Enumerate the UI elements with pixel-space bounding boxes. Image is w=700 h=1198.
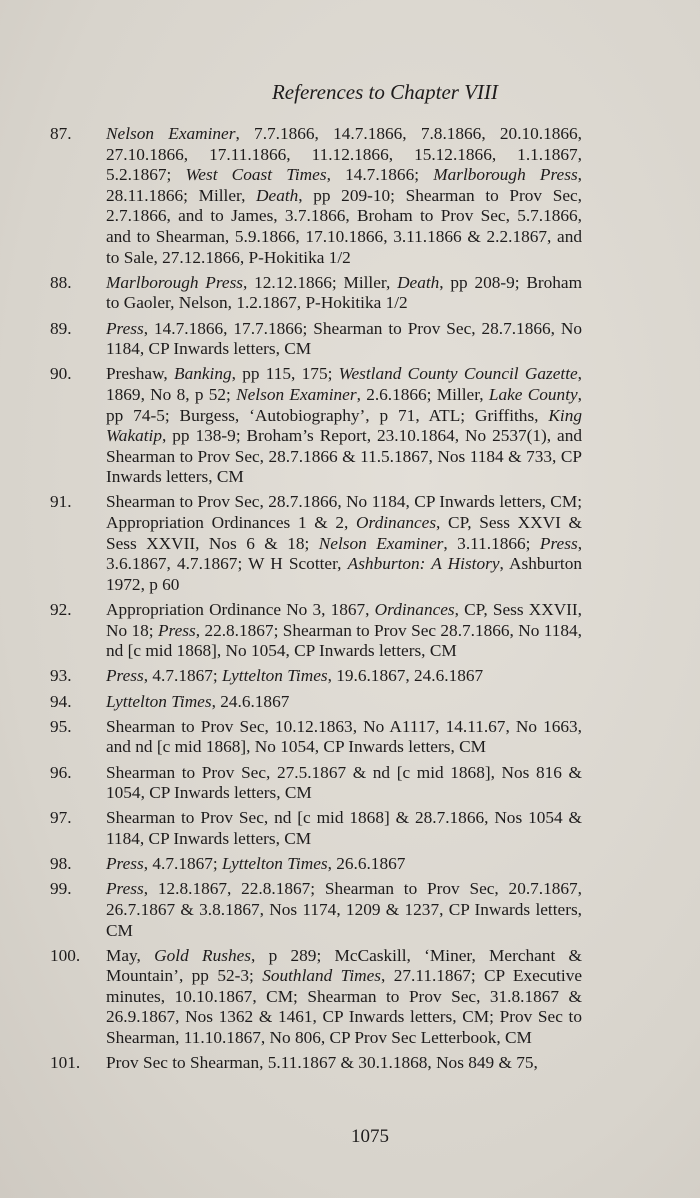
reference-number: 96. <box>50 762 72 782</box>
reference-item <box>50 808 582 849</box>
reference-segment: , 26.6.1867 <box>327 854 406 874</box>
reference-text <box>106 600 582 662</box>
italic-title: Westland County Council Gazette <box>338 364 578 384</box>
reference-segment: , pp 209-10; Shearman to Prov Sec, 2.7.1866, and to James, 3.7.1866, Broham to Prov Sec, 5.7.1866, and to Shearman, 5.9.1866, 17.10.1866, 3.11.1866 & 2.2.1867, and to Sale, 27.12.1866, P-Hokitika 1/2 <box>106 185 582 267</box>
reference-item <box>50 763 582 804</box>
reference-segment: , 12.8.1867, 22.8.1867; Shearman to Prov Sec, 20.7.1867, 26.7.1867 & 3.8.1867, Nos 1174, 1209 & 1237, CP Inwards letters, CM <box>106 879 582 940</box>
reference-segment: Prov Sec to Shearman, 5.11.1867 & 30.1.1868, Nos 849 & 75, <box>106 1053 538 1073</box>
italic-title: Death <box>397 272 440 292</box>
reference-number: 95. <box>50 716 72 736</box>
reference-segment: , pp 74-5; Burgess, ‘Autobiography’, p 71, ATL; Griffiths, <box>106 384 582 425</box>
reference-segment: , 12.12.1866; Miller, <box>243 272 398 292</box>
reference-segment: , pp 208-9; Broham to Gaoler, Nelson, 1.2.1867, P-Hokitika 1/2 <box>106 272 583 313</box>
reference-item <box>50 492 582 595</box>
reference-text <box>106 364 582 488</box>
reference-text <box>106 946 582 1049</box>
italic-title: Lyttelton Times <box>222 666 328 686</box>
reference-text <box>106 763 582 804</box>
reference-item <box>50 273 582 314</box>
italic-title: West Coast Times <box>185 165 327 185</box>
reference-segment: , 3.11.1866; <box>443 533 540 553</box>
italic-title: Press <box>157 620 196 640</box>
reference-segment: , 1869, No 8, p 52; <box>106 364 582 404</box>
italic-title: Press <box>106 318 144 338</box>
reference-text <box>106 692 582 713</box>
reference-text <box>106 854 582 875</box>
reference-item <box>50 319 582 360</box>
italic-title: Banking <box>174 364 232 384</box>
italic-title: Lyttelton Times <box>222 854 328 874</box>
reference-segment: Appropriation Ordinance No 3, 1867, <box>106 600 375 620</box>
reference-text <box>106 808 582 849</box>
reference-segment: Shearman to Prov Sec, 27.5.1867 & nd [c mid 1868], Nos 816 & 1054, CP Inwards letters, CM <box>106 762 582 803</box>
reference-number: 92. <box>50 600 72 620</box>
italic-title: Nelson Examiner <box>106 124 236 143</box>
reference-number: 91. <box>50 492 72 512</box>
reference-segment: , 4.7.1867; <box>143 854 223 874</box>
reference-segment: , CP, Sess XXVI & Sess XXVII, Nos 6 & 18; <box>106 513 582 553</box>
italic-title: Lake County <box>488 384 578 404</box>
italic-title: Press <box>106 879 144 899</box>
page-number: 1075 <box>351 1126 389 1147</box>
italic-title: Press <box>106 854 144 874</box>
italic-title: Ashburton: A History <box>347 554 500 574</box>
reference-number: 97. <box>50 808 72 828</box>
reference-number: 87. <box>50 124 72 143</box>
reference-number: 93. <box>50 666 72 686</box>
reference-segment: Shearman to Prov Sec, nd [c mid 1868] & 28.7.1866, Nos 1054 & 1184, CP Inwards letters, CM <box>106 808 582 848</box>
italic-title: Death <box>256 185 299 205</box>
italic-title: Nelson Examiner <box>318 533 444 553</box>
reference-number: 90. <box>50 364 72 384</box>
reference-segment: , 14.7.1866, 17.7.1866; Shearman to Prov Sec, 28.7.1866, No 1184, CP Inwards letters, CM <box>106 318 582 359</box>
reference-number: 101. <box>50 1053 81 1073</box>
italic-title: Ordinances <box>374 600 455 620</box>
reference-text <box>106 1053 582 1074</box>
reference-item <box>50 879 582 941</box>
italic-title: Marlborough Press <box>106 272 244 292</box>
reference-text <box>106 319 582 360</box>
reference-segment: , 3.6.1867, 4.7.1867; W H Scotter, <box>106 533 583 574</box>
italic-title: Nelson Examiner <box>236 384 357 404</box>
italic-title: Lyttelton Times <box>106 691 212 711</box>
reference-item <box>50 717 582 758</box>
reference-segment: , 7.7.1866, 14.7.1866, 7.8.1866, 20.10.1866, 27.10.1866, 17.11.1866, 11.12.1866, 15.12.1866, 1.1.1867, 5.2.1867; <box>106 124 582 185</box>
reference-segment: , pp 138-9; Broham’s Report, 23.10.1864, No 2537(1), and Shearman to Prov Sec, 28.7.1866 & 11.5.1867, Nos 1184 & 733, CP Inwards letters, CM <box>106 426 582 487</box>
reference-number: 100. <box>50 945 81 965</box>
italic-title: Marlborough Press <box>433 165 578 185</box>
reference-item <box>50 666 582 687</box>
reference-item <box>50 364 582 488</box>
reference-segment: , 28.11.1866; Miller, <box>106 165 582 205</box>
reference-text <box>106 124 582 268</box>
reference-segment: , 24.6.1867 <box>211 691 290 711</box>
reference-text <box>106 492 582 595</box>
reference-segment: , 2.6.1866; Miller, <box>356 384 489 404</box>
reference-text <box>106 666 582 687</box>
reference-number: 89. <box>50 318 72 338</box>
reference-text <box>106 273 582 314</box>
reference-segment: , 27.11.1867; CP Executive minutes, 10.10.1867, CM; Shearman to Prov Sec, 31.8.1867 & 26.9.1867, Nos 1362 & 1461, CP Inwards letters, CM; Prov Sec to Shearman, 11.10.1867, No 806, CP Prov Sec Letterbook, CM <box>106 966 583 1048</box>
italic-title: Press <box>106 666 144 686</box>
page-title: References to Chapter VIII <box>271 80 499 104</box>
italic-title: Gold Rushes <box>154 945 251 965</box>
italic-title: Press <box>539 533 578 553</box>
reference-segment: , pp 115, 175; <box>231 364 339 384</box>
reference-number: 99. <box>50 879 72 899</box>
reference-segment: Preshaw, <box>106 364 175 384</box>
reference-segment: Shearman to Prov Sec, 10.12.1863, No A1117, 14.11.67, No 1663, and nd [c mid 1868], No 1054, CP Inwards letters, CM <box>106 716 582 757</box>
reference-item <box>50 600 582 662</box>
reference-segment: , CP, Sess XXVII, No 18; <box>106 600 582 640</box>
reference-segment: , Ashburton 1972, p 60 <box>106 554 583 594</box>
reference-segment: May, <box>106 945 155 965</box>
reference-number: 94. <box>50 691 72 711</box>
reference-item <box>50 946 582 1049</box>
reference-text <box>106 879 582 941</box>
reference-segment: , 4.7.1867; <box>143 666 223 686</box>
reference-item <box>50 854 582 875</box>
reference-item <box>50 124 582 268</box>
reference-number: 98. <box>50 854 72 874</box>
reference-segment: , p 289; McCaskill, ‘Miner, Merchant & Mountain’, pp 52-3; <box>106 945 582 986</box>
reference-list <box>50 124 582 1078</box>
reference-segment: , 19.6.1867, 24.6.1867 <box>327 666 484 686</box>
italic-title: Ordinances <box>356 513 437 533</box>
italic-title: Southland Times <box>262 966 382 986</box>
reference-segment: Shearman to Prov Sec, 28.7.1866, No 1184, CP Inwards letters, CM; Appropriation Ordinances 1 & 2, <box>106 492 582 533</box>
italic-title: King Wakatip <box>106 405 582 446</box>
reference-text <box>106 717 582 758</box>
reference-item <box>50 692 582 713</box>
reference-segment: , 22.8.1867; Shearman to Prov Sec 28.7.1866, No 1184, nd [c mid 1868], No 1054, CP Inwards letters, CM <box>106 620 582 661</box>
reference-item <box>50 1053 582 1074</box>
reference-number: 88. <box>50 272 72 292</box>
reference-segment: , 14.7.1866; <box>326 165 434 185</box>
